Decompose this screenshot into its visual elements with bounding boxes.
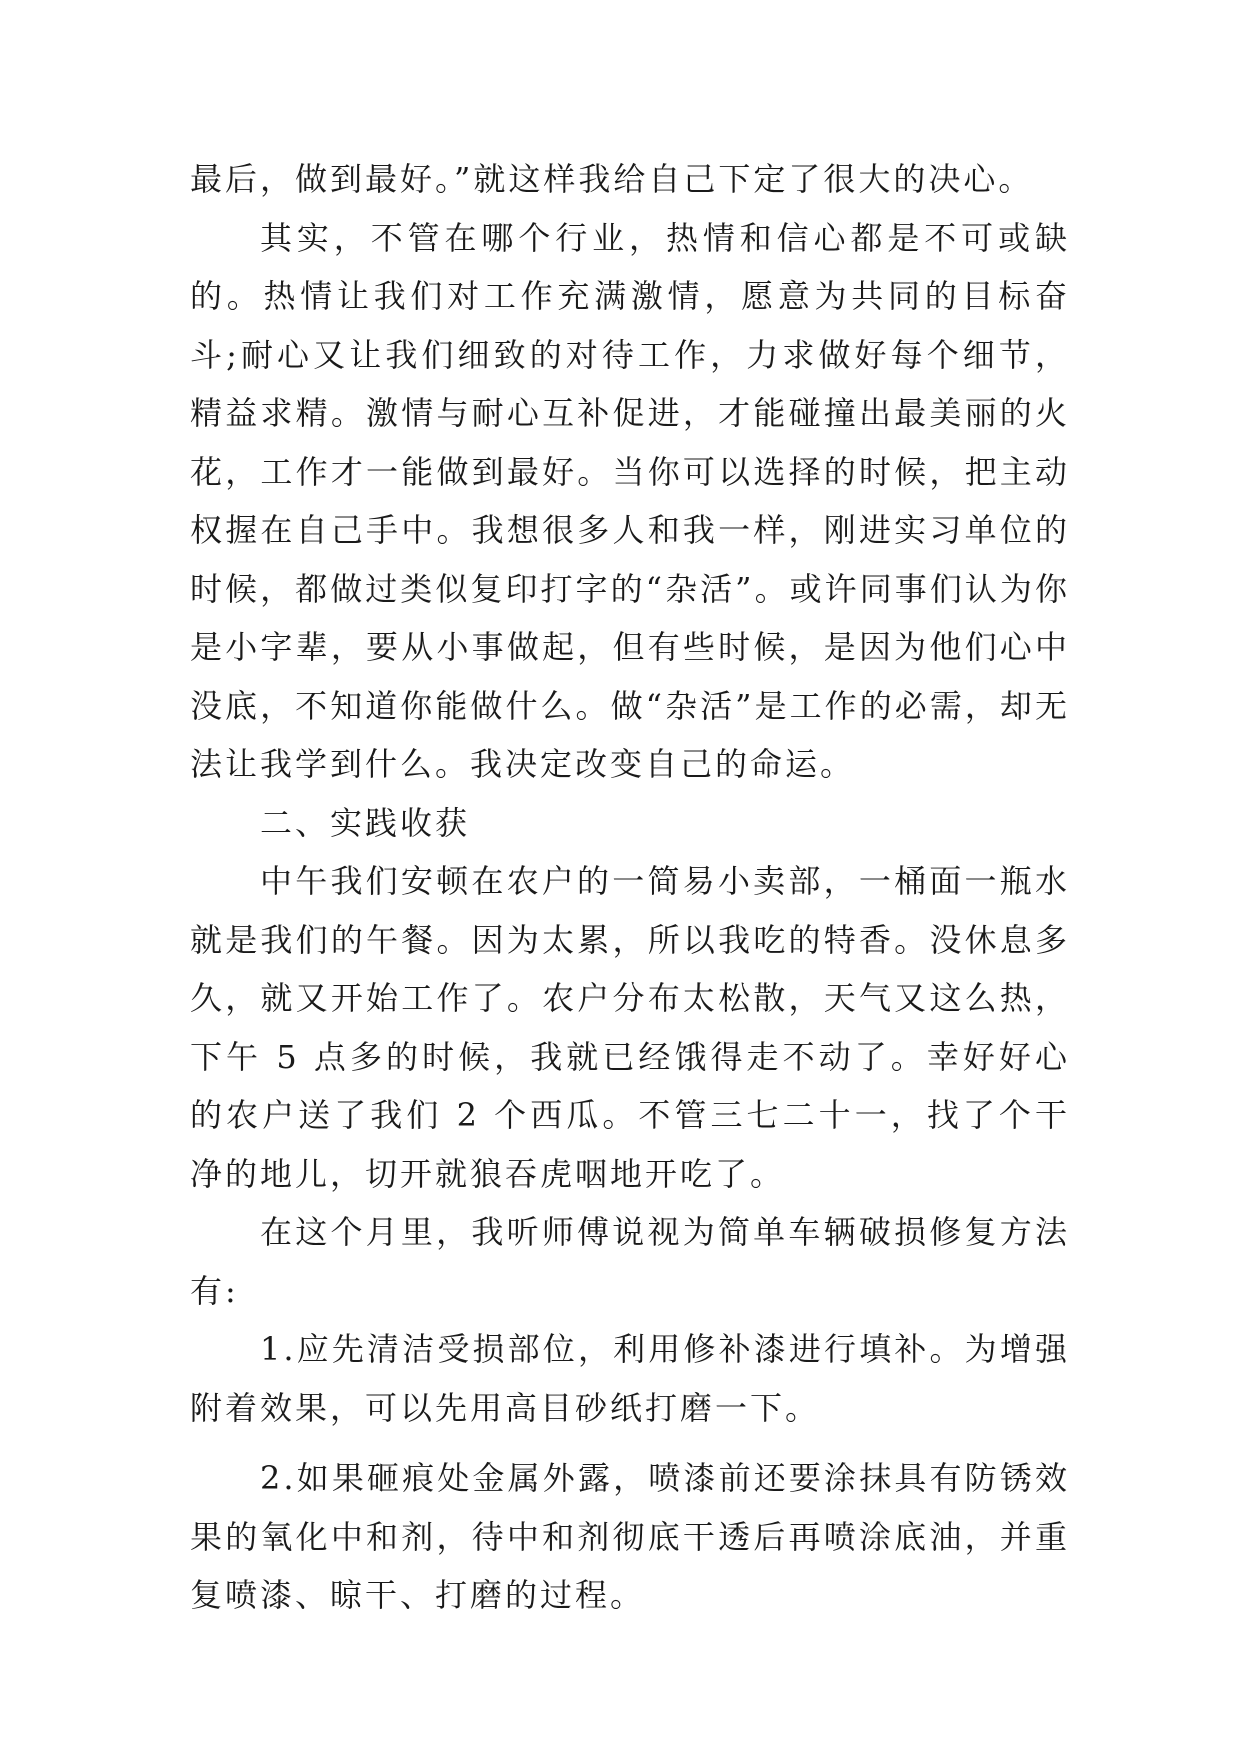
list-item-repair-2: 2.如果砸痕处金属外露，喷漆前还要涂抹具有防锈效果的氧化中和剂，待中和剂彻底干透后再喷涂底油，并重复喷漆、晾干、打磨的过程。 <box>190 1459 1070 1614</box>
paragraph-repair-intro: 在这个月里，我听师傅说视为简单车辆破损修复方法有: <box>190 1213 1070 1310</box>
document-body <box>190 150 1070 1625</box>
paragraph-enthusiasm: 其实，不管在哪个行业，热情和信心都是不可或缺的。热情让我们对工作充满激情，愿意为共同的目标奋斗;耐心又让我们细致的对待工作，力求做好每个细节，精益求精。激情与耐心互补促进，才能碰撞出最美丽的火花，工作才一能做到最好。当你可以选择的时候，把主动权握在自己手中。我想很多人和我一样，刚进实习单位的时候，都做过类似复印打字的“杂活”。或许同事们认为你是小字辈，要从小事做起，但有些时候，是因为他们心中没底，不知道你能做什么。做“杂活”是工作的必需，却无法让我学到什么。我决定改变自己的命运。 <box>190 218 1070 783</box>
section-heading-practice-gains: 二、实践收获 <box>260 803 471 842</box>
list-item-repair-1: 1.应先清洁受损部位，利用修补漆进行填补。为增强附着效果，可以先用高目砂纸打磨一下。 <box>190 1330 1070 1427</box>
paragraph-lunch: 中午我们安顿在农户的一简易小卖部，一桶面一瓶水就是我们的午餐。因为太累，所以我吃的特香。没休息多久，就又开始工作了。农户分布太松散，天气又这么热，下午 5 点多的时候，我就已经饿得走不动了。幸好好心的农户送了我们 2 个西瓜。不管三七二十一，找了个干净的地儿，切开就狼吞虎咽地开吃了。 <box>190 862 1070 1193</box>
paragraph-continuation: 最后，做到最好。”就这样我给自己下定了很大的决心。 <box>190 160 1034 198</box>
